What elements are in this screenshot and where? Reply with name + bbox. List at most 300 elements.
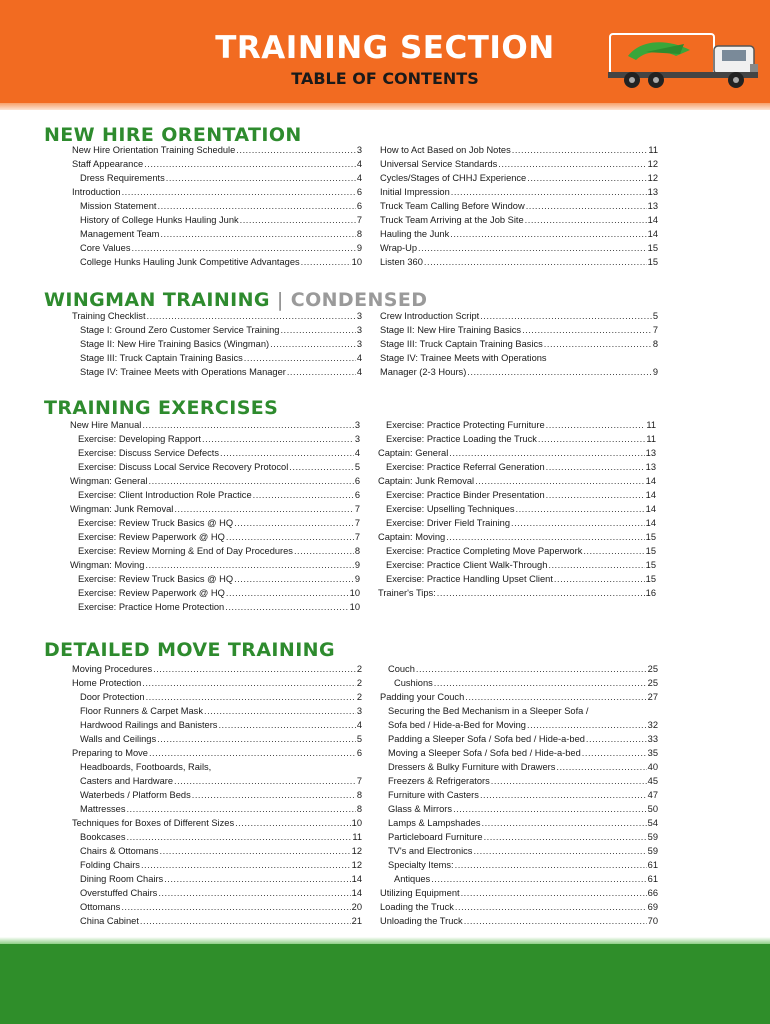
toc-entry[interactable] [72,309,362,323]
toc-entry-title: Exercise: Driver Field Training [386,518,510,528]
toc-entry[interactable] [380,241,658,255]
toc-entry-title: Utilizing Equipment [380,888,460,898]
footer-gradient-band [0,937,770,944]
toc-entry[interactable] [380,255,658,269]
toc-dot-leader [147,309,356,323]
toc-entry-title: Moving Procedures [72,664,153,674]
toc-entry-page: 11 [648,145,658,155]
toc-entry[interactable] [380,143,658,157]
toc-dot-leader [446,530,644,544]
toc-entry-title: Wrap-Up [380,243,418,253]
toc-entry[interactable] [380,337,658,351]
toc-entry[interactable] [380,199,658,213]
toc-entry-page: 12 [647,159,658,169]
toc-entry-page: 33 [647,734,658,744]
section-title-new-hire: NEW HIRE ORENTATION [44,124,302,146]
toc-dot-leader [160,227,355,241]
toc-dot-leader [126,802,355,816]
toc-entry[interactable] [72,171,362,185]
toc-entry-title: Training Checklist [72,311,146,321]
section-title-move: DETAILED MOVE TRAINING [44,639,335,661]
toc-entry-page: 3 [356,311,362,321]
toc-dot-leader [416,662,647,676]
toc-entry-title: Waterbeds / Platform Beds [80,790,191,800]
toc-entry-page: 25 [647,678,658,688]
toc-dot-leader [294,544,354,558]
toc-dot-leader [153,662,356,676]
toc-entry[interactable] [380,690,658,704]
toc-entry-page: 2 [356,678,362,688]
toc-entry-page: 5 [354,462,360,472]
toc-dot-leader [236,143,356,157]
toc-entry[interactable] [380,704,658,718]
toc-entry-title: Exercise: Practice Home Protection [78,602,225,612]
toc-entry[interactable] [380,830,658,844]
toc-dot-leader [526,199,647,213]
toc-dot-leader [544,337,652,351]
toc-entry-page: 40 [647,762,658,772]
toc-entry[interactable] [378,586,656,600]
toc-entry[interactable] [378,460,656,474]
toc-entry-page: 4 [356,720,362,730]
toc-dot-leader [586,732,647,746]
toc-entry[interactable] [70,544,360,558]
toc-entry[interactable] [72,365,362,379]
toc-entry[interactable] [72,157,362,171]
toc-entry-page: 54 [647,818,658,828]
toc-entry[interactable] [72,858,362,872]
toc-entry-title: Exercise: Upselling Techniques [386,504,515,514]
toc-dot-leader [522,323,652,337]
toc-entry[interactable] [70,502,360,516]
toc-dot-leader [146,690,356,704]
toc-entry-page: 14 [645,518,656,528]
toc-entry[interactable] [72,886,362,900]
toc-entry-page: 12 [351,860,362,870]
toc-entry[interactable] [380,171,658,185]
toc-entry-page: 9 [354,560,360,570]
toc-entry[interactable] [72,690,362,704]
toc-entry[interactable] [380,760,658,774]
toc-entry-title: Freezers & Refrigerators [388,776,490,786]
toc-entry-page: 14 [645,476,656,486]
toc-entry-page: 59 [647,832,658,842]
toc-entry-page: 3 [356,706,362,716]
toc-entry[interactable] [70,418,360,432]
section-title-wingman [44,289,427,311]
toc-dot-leader [202,432,354,446]
toc-entry[interactable] [380,227,658,241]
toc-dot-leader [142,418,354,432]
toc-dot-leader [546,418,646,432]
toc-entry[interactable] [72,718,362,732]
page-title: TRAINING SECTION [215,30,555,66]
toc-entry-title: Captain: Junk Removal [378,476,475,486]
toc-entry[interactable] [378,474,656,488]
toc-dot-leader [527,718,647,732]
toc-entry-title: Exercise: Practice Client Walk-Through [386,560,548,570]
toc-dot-leader [450,227,646,241]
toc-entry[interactable] [70,460,360,474]
toc-entry-page: 5 [652,311,658,321]
toc-entry-title: Cushions [394,678,433,688]
toc-entry-page: 7 [356,215,362,225]
toc-entry[interactable] [72,788,362,802]
toc-column-new-hire-right [380,143,658,269]
toc-entry[interactable] [72,143,362,157]
toc-entry-title: Introduction [72,187,121,197]
toc-entry-title: Couch [388,664,415,674]
toc-entry[interactable] [70,516,360,530]
toc-dot-leader [157,199,355,213]
toc-entry-page: 14 [645,490,656,500]
toc-dot-leader [289,460,354,474]
page-header [0,0,770,103]
toc-dot-leader [475,474,645,488]
toc-column-move-right [380,662,658,928]
toc-entry-title: Wingman: Junk Removal [70,504,174,514]
toc-entry-page: 14 [647,229,658,239]
toc-entry-page: 16 [645,588,656,598]
toc-entry-title: Exercise: Review Morning & End of Day Procedures [78,546,293,556]
toc-dot-leader [287,365,356,379]
toc-dot-leader [484,830,647,844]
toc-entry[interactable] [378,446,656,460]
toc-entry-page: 15 [645,546,656,556]
toc-dot-leader [498,157,646,171]
toc-entry[interactable] [380,886,658,900]
toc-entry-page: 35 [647,748,658,758]
toc-dot-leader [234,516,354,530]
toc-entry-title: Hardwood Railings and Banisters [80,720,218,730]
toc-entry[interactable] [380,662,658,676]
toc-entry-title: Core Values [80,243,131,253]
toc-entry-title: Trainer's Tips: [378,588,436,598]
toc-entry-title: Preparing to Move [72,748,148,758]
toc-dot-leader [582,746,647,760]
toc-entry-page: 11 [352,832,362,842]
toc-column-wingman-left [72,309,362,379]
toc-dot-leader [301,255,351,269]
toc-entry[interactable] [378,418,656,432]
toc-entry-page: 11 [646,420,656,430]
toc-entry-page: 6 [356,201,362,211]
toc-entry-page: 8 [652,339,658,349]
toc-entry[interactable] [70,572,360,586]
toc-dot-leader [234,572,354,586]
toc-entry[interactable] [380,157,658,171]
toc-dot-leader [554,572,645,586]
toc-entry[interactable] [380,323,658,337]
toc-entry-title: Exercise: Practice Binder Presentation [386,490,545,500]
toc-entry-title: Stage III: Truck Captain Training Basics [380,339,543,349]
toc-entry-page: 6 [354,490,360,500]
toc-entry-title: Exercise: Review Truck Basics @ HQ [78,518,234,528]
toc-dot-leader [546,460,645,474]
toc-dot-leader [431,872,646,886]
toc-entry[interactable] [380,914,658,928]
toc-entry-title: Exercise: Practice Referral Generation [386,462,545,472]
toc-entry-title: How to Act Based on Job Notes [380,145,511,155]
toc-entry-page: 14 [645,504,656,514]
toc-entry[interactable] [72,351,362,365]
toc-entry-title: Overstuffed Chairs [80,888,158,898]
toc-entry-page: 50 [647,804,658,814]
toc-entry[interactable] [380,213,658,227]
toc-dot-leader [280,323,355,337]
toc-entry[interactable] [380,844,658,858]
toc-entry-title: Truck Team Arriving at the Job Site [380,215,524,225]
toc-column-exercises-left [70,418,360,614]
toc-entry-title: New Hire Manual [70,420,142,430]
toc-entry-page: 25 [647,664,658,674]
toc-entry[interactable] [70,488,360,502]
toc-entry-page: 8 [354,546,360,556]
toc-entry-title: Headboards, Footboards, Rails, [80,762,212,772]
toc-entry[interactable] [72,914,362,928]
toc-entry[interactable] [72,760,362,774]
toc-entry[interactable] [378,502,656,516]
toc-entry-page: 2 [356,664,362,674]
toc-entry[interactable] [72,662,362,676]
toc-entry[interactable] [72,199,362,213]
toc-entry[interactable] [380,309,658,323]
toc-dot-leader [226,586,349,600]
toc-entry[interactable] [380,872,658,886]
toc-entry-page: 10 [351,257,362,267]
toc-entry-page: 6 [356,748,362,758]
toc-entry-title: Particleboard Furniture [388,832,483,842]
toc-entry[interactable] [380,351,658,365]
toc-dot-leader [140,914,351,928]
toc-entry-title: Truck Team Calling Before Window [380,201,525,211]
toc-entry[interactable] [380,858,658,872]
toc-entry[interactable] [378,544,656,558]
toc-entry-page: 5 [356,734,362,744]
toc-dot-leader [473,844,646,858]
toc-entry-title: Cycles/Stages of CHHJ Experience [380,173,527,183]
toc-entry[interactable] [378,530,656,544]
toc-entry-title: Exercise: Discuss Local Service Recovery Protocol [78,462,289,472]
toc-entry[interactable] [72,704,362,718]
toc-entry-page: 15 [645,532,656,542]
toc-entry-page: 4 [356,353,362,363]
toc-entry[interactable] [380,365,658,379]
toc-entry[interactable] [72,676,362,690]
toc-entry[interactable] [72,900,362,914]
toc-dot-leader [461,886,647,900]
toc-entry-page: 7 [354,504,360,514]
toc-entry[interactable] [72,227,362,241]
toc-entry[interactable] [72,732,362,746]
toc-entry-page: 15 [647,243,658,253]
toc-entry-title: History of College Hunks Hauling Junk [80,215,239,225]
toc-entry-title: Dress Requirements [80,173,165,183]
toc-entry-page: 20 [351,902,362,912]
toc-entry[interactable] [72,255,362,269]
toc-entry-page: 4 [354,448,360,458]
toc-entry-page: 7 [354,532,360,542]
toc-entry-title: Dressers & Bulky Furniture with Drawers [388,762,556,772]
toc-entry[interactable] [70,474,360,488]
toc-entry-page: 70 [647,916,658,926]
toc-dot-leader [164,872,350,886]
toc-entry-title: Wingman: General [70,476,148,486]
toc-entry[interactable] [70,432,360,446]
toc-entry-page: 3 [356,325,362,335]
toc-entry[interactable] [378,558,656,572]
toc-entry[interactable] [380,774,658,788]
toc-entry-page: 14 [351,888,362,898]
title-separator: | [276,289,284,311]
toc-entry[interactable] [70,600,360,614]
toc-dot-leader [121,900,350,914]
toc-entry[interactable] [72,830,362,844]
toc-entry[interactable] [72,774,362,788]
toc-dot-leader [512,143,648,157]
toc-entry-page: 3 [354,420,360,430]
toc-entry-title: Techniques for Boxes of Different Sizes [72,818,235,828]
toc-entry-title: Universal Service Standards [380,159,498,169]
toc-entry-title: Floor Runners & Carpet Mask [80,706,203,716]
toc-entry-page: 8 [356,804,362,814]
toc-entry[interactable] [72,337,362,351]
toc-entry-page: 3 [356,339,362,349]
toc-entry[interactable] [380,788,658,802]
toc-entry[interactable] [72,241,362,255]
toc-dot-leader [235,816,351,830]
toc-entry-title: Captain: General [378,448,449,458]
toc-entry[interactable] [378,572,656,586]
toc-entry[interactable] [72,185,362,199]
toc-entry-page: 47 [647,790,658,800]
toc-entry-title: Manager (2-3 Hours) [380,367,467,377]
toc-entry-page: 14 [351,874,362,884]
toc-dot-leader [482,816,647,830]
toc-entry[interactable] [72,802,362,816]
toc-entry-page: 61 [647,874,658,884]
toc-entry-page: 8 [356,229,362,239]
toc-entry[interactable] [380,816,658,830]
toc-dot-leader [525,213,647,227]
toc-dot-leader [465,690,646,704]
toc-dot-leader [548,558,644,572]
toc-entry-title: Padding your Couch [380,692,465,702]
toc-entry-title: Folding Chairs [80,860,140,870]
toc-entry-page: 3 [354,434,360,444]
toc-entry-page: 10 [351,818,362,828]
toc-dot-leader [144,157,356,171]
toc-dot-leader [455,858,647,872]
toc-entry-title: Chairs & Ottomans [80,846,159,856]
toc-entry[interactable] [70,446,360,460]
toc-entry[interactable] [380,732,658,746]
toc-entry-page: 66 [647,888,658,898]
toc-entry[interactable] [378,488,656,502]
toc-entry-page: 6 [354,476,360,486]
toc-entry[interactable] [380,676,658,690]
toc-entry-title: Mission Statement [80,201,157,211]
toc-entry[interactable] [72,844,362,858]
toc-entry-title: Exercise: Discuss Service Defects [78,448,220,458]
toc-entry[interactable] [72,746,362,760]
toc-dot-leader [556,760,646,774]
toc-entry-title: Antiques [394,874,431,884]
toc-entry[interactable] [72,213,362,227]
toc-entry-title: Exercise: Practice Completing Move Paperwork [386,546,583,556]
toc-entry-title: Listen 360 [380,257,423,267]
toc-entry-page: 15 [647,257,658,267]
toc-dot-leader [158,886,350,900]
toc-entry-title: Walls and Ceilings [80,734,157,744]
toc-entry-page: 15 [645,574,656,584]
toc-entry-title: Specialty Items: [388,860,454,870]
toc-entry-page: 10 [349,588,360,598]
toc-dot-leader [226,530,354,544]
toc-entry-page: 9 [356,243,362,253]
toc-entry-title: Exercise: Practice Protecting Furniture [386,420,545,430]
toc-entry[interactable] [378,516,656,530]
toc-entry[interactable] [70,558,360,572]
toc-entry-page: 21 [351,916,362,926]
toc-entry-page: 4 [356,159,362,169]
toc-entry-title: Glass & Mirrors [388,804,453,814]
toc-entry-title: Unloading the Truck [380,916,463,926]
toc-entry-page: 6 [356,187,362,197]
header-gradient-band [0,103,770,110]
toc-entry[interactable] [70,530,360,544]
toc-entry-title: Stage III: Truck Captain Training Basics [80,353,243,363]
toc-entry-title: Stage II: New Hire Training Basics (Wingman) [80,339,270,349]
toc-entry-page: 13 [645,462,656,472]
toc-dot-leader [157,732,356,746]
toc-entry[interactable] [70,586,360,600]
toc-entry[interactable] [380,746,658,760]
toc-dot-leader [451,185,647,199]
toc-entry[interactable] [380,900,658,914]
toc-dot-leader [455,900,647,914]
toc-dot-leader [583,544,644,558]
toc-column-exercises-right [378,418,656,600]
toc-entry[interactable] [378,432,656,446]
toc-entry-title: Captain: Moving [378,532,446,542]
toc-dot-leader [166,171,356,185]
toc-column-move-left [72,662,362,928]
toc-entry-page: 2 [356,692,362,702]
toc-entry[interactable] [380,185,658,199]
toc-dot-leader [174,502,353,516]
toc-entry-page: 27 [647,692,658,702]
toc-entry[interactable] [380,718,658,732]
toc-entry-page: 7 [356,776,362,786]
toc-entry-title: Securing the Bed Mechanism in a Sleeper Sofa / [388,706,589,716]
toc-entry-title: Exercise: Developing Rapport [78,434,201,444]
toc-entry[interactable] [72,872,362,886]
toc-entry-title: TV's and Electronics [388,846,473,856]
page-subtitle: TABLE OF CONTENTS [291,69,479,88]
toc-dot-leader [464,914,647,928]
toc-entry[interactable] [72,323,362,337]
toc-entry-page: 4 [356,173,362,183]
toc-entry-title: Bookcases [80,832,126,842]
toc-dot-leader [516,502,645,516]
toc-entry-title: Door Protection [80,692,145,702]
toc-dot-leader [149,474,354,488]
toc-entry[interactable] [72,816,362,830]
toc-entry[interactable] [380,802,658,816]
toc-column-wingman-right [380,309,658,379]
toc-entry-title: Casters and Hardware [80,776,174,786]
